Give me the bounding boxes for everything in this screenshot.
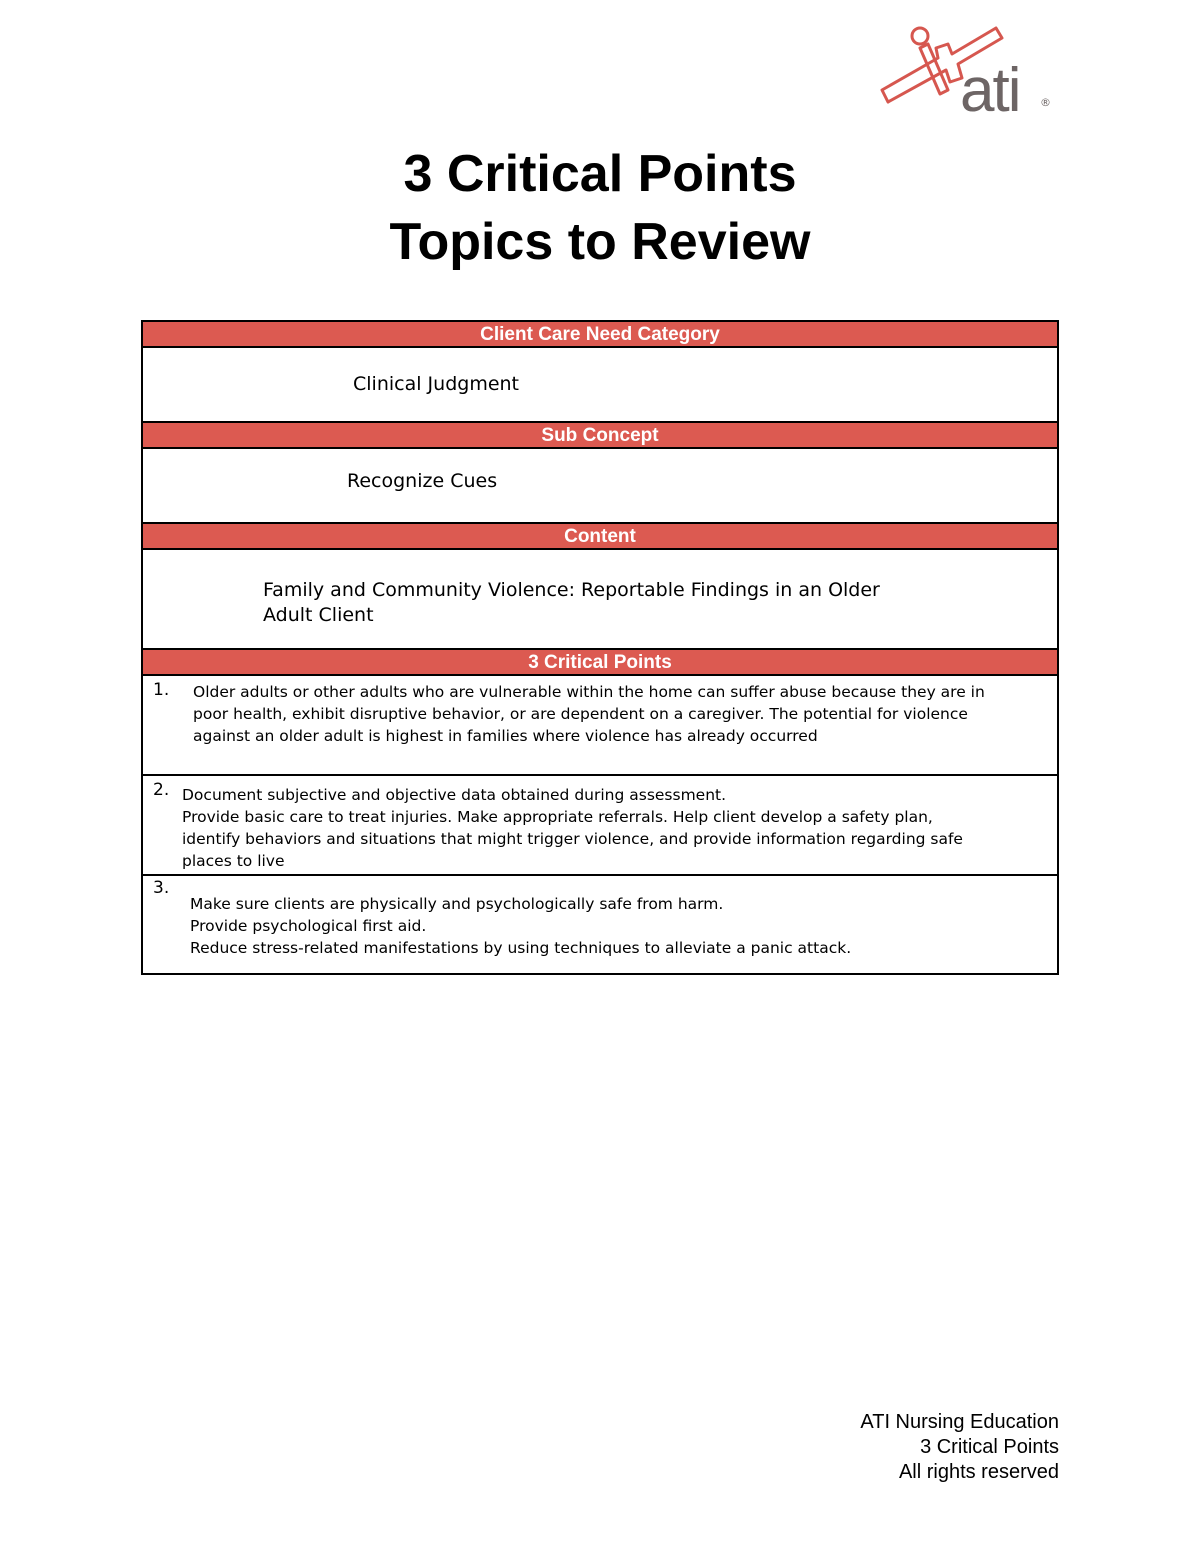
point-number: 1. (153, 680, 170, 700)
point-text (193, 681, 985, 747)
client-care-cell (141, 346, 1059, 422)
point-line: Older adults or other adults who are vulnerable within the home can suffer abuse because they are in (193, 683, 985, 701)
content-value-line: Family and Community Violence: Reportable Findings in an Older (263, 579, 880, 601)
page-footer (860, 1410, 1059, 1485)
critical-point-2 (141, 774, 1059, 875)
logo-registered-mark: ® (1040, 96, 1051, 109)
sub-concept-cell (141, 447, 1059, 523)
content-header: Content (141, 522, 1059, 548)
content-value-line: Adult Client (263, 604, 374, 626)
point-line: identify behaviors and situations that might trigger violence, and provide information regarding safe (182, 830, 963, 848)
client-care-value: Clinical Judgment (353, 373, 520, 395)
content-cell (141, 548, 1059, 649)
point-text (190, 893, 851, 959)
page-title: 3 Critical Points (403, 145, 797, 203)
content-value (263, 578, 880, 628)
point-line: Make sure clients are physically and psychologically safe from harm. (190, 895, 724, 913)
logo-wordmark: ati (960, 56, 1020, 125)
client-care-header: Client Care Need Category (141, 320, 1059, 346)
point-line: poor health, exhibit disruptive behavior, or are dependent on a caregiver. The potential for violence (193, 705, 968, 723)
footer-line: All rights reserved (898, 1461, 1059, 1483)
point-line: Document subjective and objective data obtained during assessment. (182, 786, 727, 804)
point-text (182, 784, 963, 872)
point-number: 3. (153, 878, 170, 898)
critical-point-1 (141, 674, 1059, 775)
table-bottom-border (141, 973, 1059, 975)
footer-line: 3 Critical Points (920, 1436, 1059, 1458)
point-line: places to live (182, 852, 285, 870)
critical-point-3 (141, 874, 1059, 973)
sub-concept-value: Recognize Cues (347, 470, 498, 492)
footer-line: ATI Nursing Education (860, 1411, 1059, 1433)
point-line: against an older adult is highest in families where violence has already occurred (193, 727, 818, 745)
point-line: Reduce stress-related manifestations by using techniques to alleviate a panic attack. (190, 939, 852, 957)
sub-concept-header: Sub Concept (141, 421, 1059, 447)
critical-points-header: 3 Critical Points (141, 648, 1059, 674)
point-number: 2. (153, 780, 170, 800)
point-line: Provide psychological first aid. (190, 917, 427, 935)
page-subtitle: Topics to Review (389, 213, 811, 271)
point-line: Provide basic care to treat injuries. Make appropriate referrals. Help client develop a safety plan, (182, 808, 933, 826)
